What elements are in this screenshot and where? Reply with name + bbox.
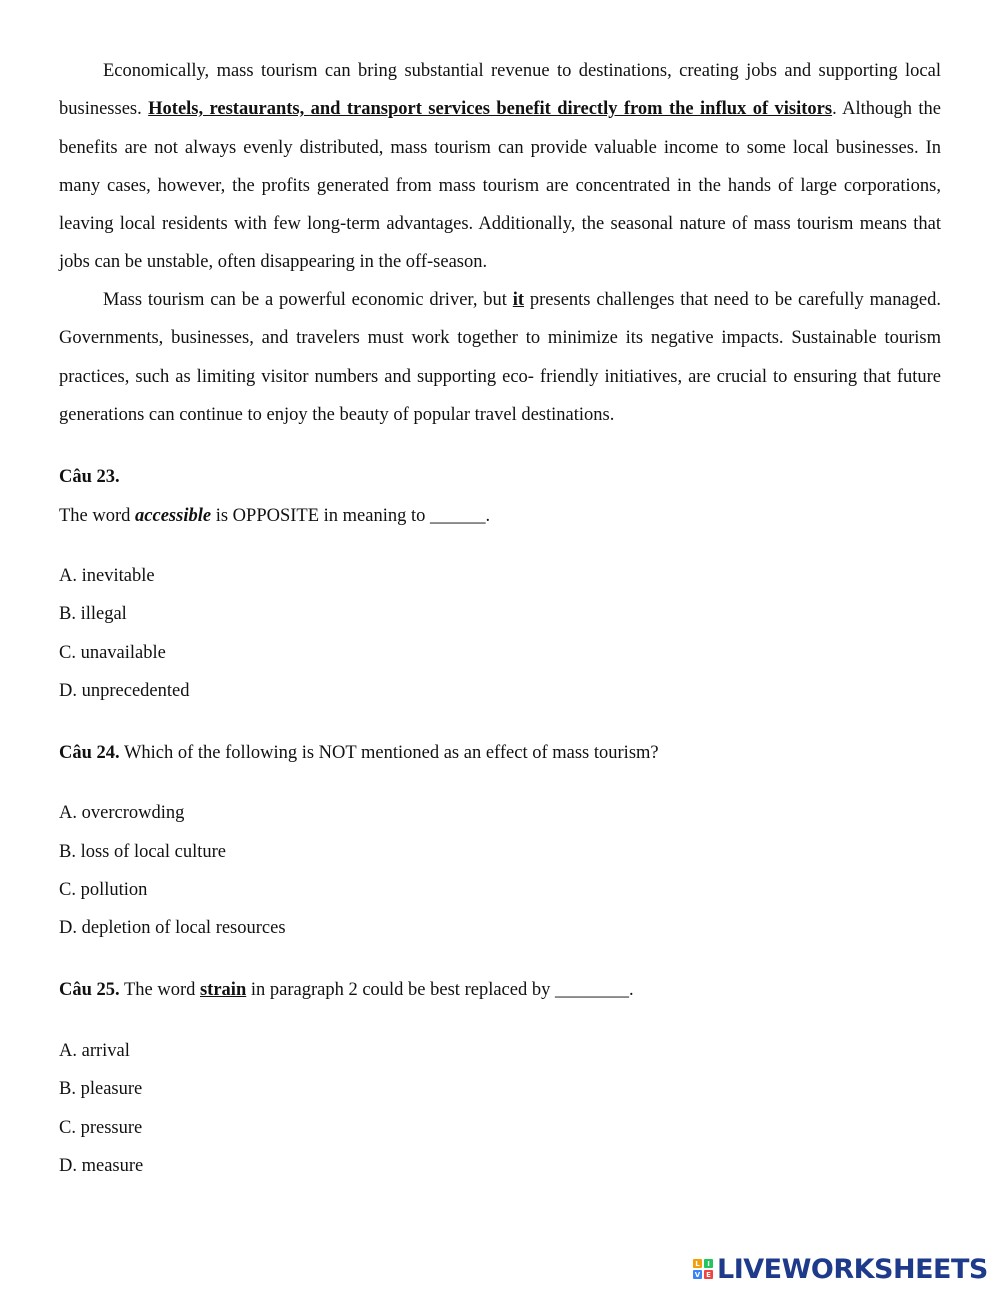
question-23-prompt: The word accessible is OPPOSITE in meaning to ______. [59, 506, 491, 526]
question-24-prompt: Câu 24. Which of the following is NOT mentioned as an effect of mass tourism? [59, 743, 659, 763]
question-23-option-d[interactable]: D. unprecedented [59, 681, 190, 701]
question-24-option-b[interactable]: B. loss of local culture [59, 842, 226, 862]
paragraph-2-text-start: Mass tourism can be a powerful economic driver, but [103, 290, 513, 310]
question-24-number: Câu 24. [59, 743, 120, 763]
passage-paragraph-2 [59, 281, 941, 434]
question-25-option-b[interactable]: B. pleasure [59, 1079, 143, 1099]
question-25-number: Câu 25. [59, 980, 120, 1000]
logo-mark-letter: I [704, 1259, 713, 1268]
paragraph-1-highlight: Hotels, restaurants, and transport services benefit directly from the influx of visitors [148, 99, 833, 120]
paragraph-1-text-end: . Although the benefits are not always evenly distributed, mass tourism can provide valuable income to some local businesses. In many cases, however, the profits generated from mass tourism are concentrated in the hands of large corporations, leaving local residents with few long-term advantages. Additionally, the seasonal nature of mass tourism means that jobs can be unstable, often disappearing in the off-season. [59, 99, 941, 273]
question-23-option-b[interactable]: B. illegal [59, 604, 127, 624]
keyword-strain: strain [199, 980, 247, 1000]
question-24-option-d[interactable]: D. depletion of local resources [59, 918, 286, 938]
paragraph-2-highlight-it: it [512, 290, 525, 310]
paragraph-1-text-start: Economically, mass tourism can bring substantial revenue to destinations, creating jobs and supporting local businesses. [59, 61, 941, 120]
question-25-option-c[interactable]: C. pressure [59, 1118, 143, 1138]
question-25-option-d[interactable]: D. measure [59, 1156, 144, 1176]
logo-mark-letter: E [704, 1270, 713, 1279]
question-23-number: Câu 23. [59, 467, 120, 487]
question-24-option-a[interactable]: A. overcrowding [59, 803, 185, 823]
question-23-option-c[interactable]: C. unavailable [59, 643, 166, 663]
question-23-option-a[interactable]: A. inevitable [59, 566, 155, 586]
question-25-option-a[interactable]: A. arrival [59, 1041, 130, 1061]
logo-mark-letter: L [693, 1259, 702, 1268]
paragraph-2-text-end: presents challenges that need to be carefully managed. Governments, businesses, and travelers must work together to minimize its negative impacts. Sustainable tourism practices, such as limiting visitor numbers and supporting eco- friendly initiatives, are crucial to ensuring that future generations can continue to enjoy the beauty of popular travel destinations. [59, 290, 942, 425]
question-24-option-c[interactable]: C. pollution [59, 880, 148, 900]
liveworksheets-logo-icon [693, 1259, 713, 1279]
question-25-prompt: Câu 25. The word strain in paragraph 2 could be best replaced by ________. [59, 980, 634, 1000]
passage-paragraph-1 [59, 52, 941, 282]
logo-mark-letter: V [694, 1270, 701, 1279]
keyword-accessible: accessible [135, 506, 212, 526]
liveworksheets-logo-text: LIVEWORKSHEETS [717, 1253, 988, 1285]
liveworksheets-logo[interactable] [693, 1255, 988, 1283]
